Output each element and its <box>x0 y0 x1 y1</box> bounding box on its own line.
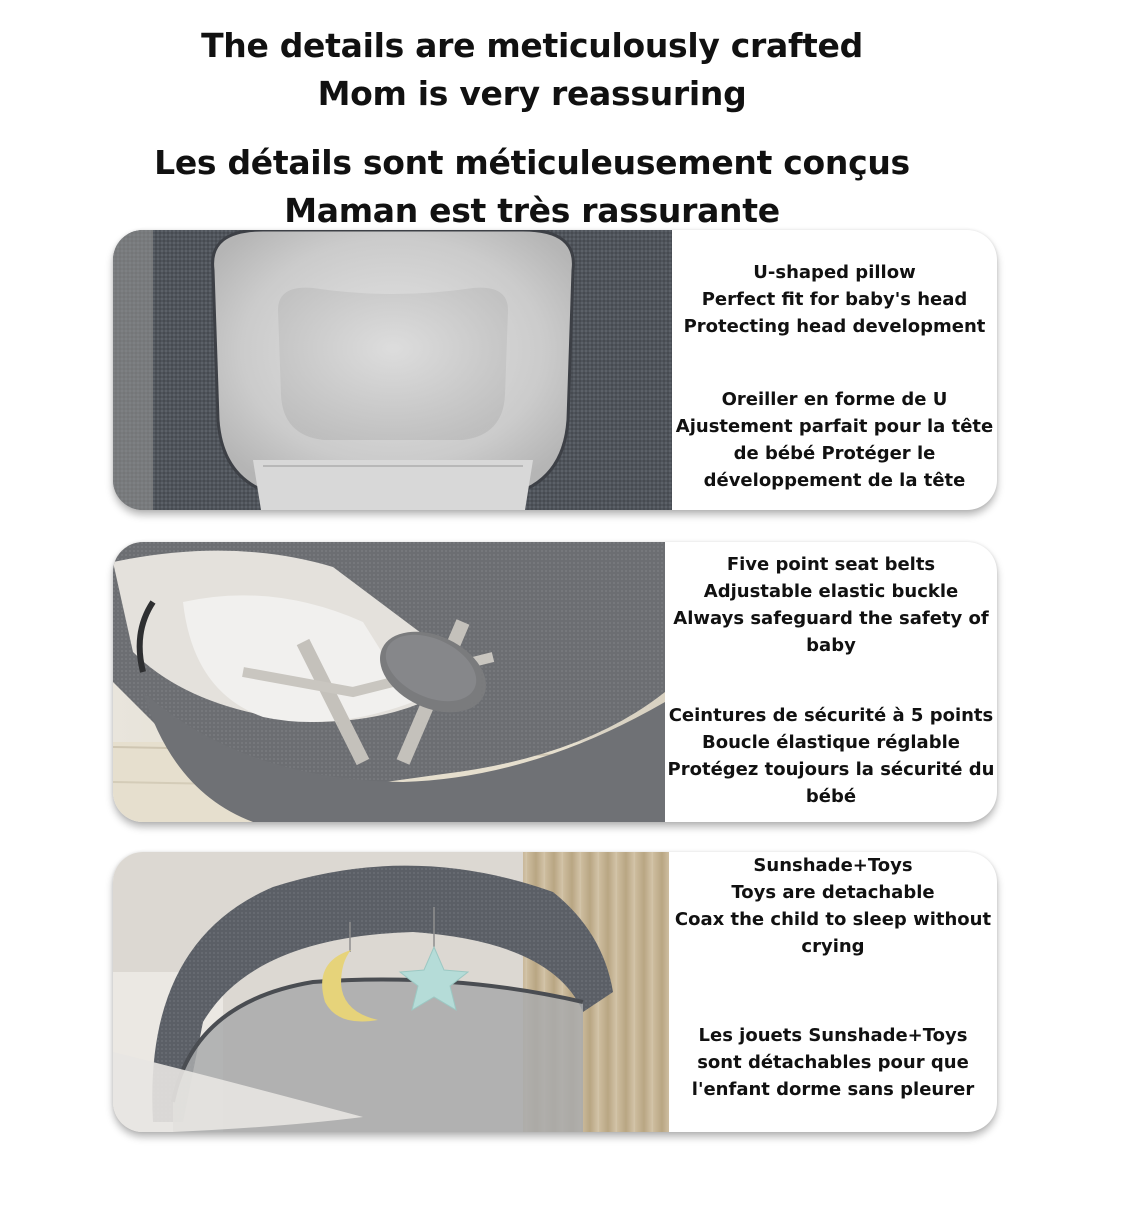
feature-text-line: Toys are detachable <box>731 882 935 903</box>
feature-text-seat-belts <box>665 542 997 822</box>
feature-text-english <box>672 259 997 340</box>
baby-rocker-seat-belt-photo <box>113 542 665 822</box>
feature-text-line: Sunshade+Toys <box>753 855 913 876</box>
feature-text-line: développement de la tête <box>703 470 966 491</box>
feature-text-line: Protecting head development <box>683 316 986 337</box>
feature-text-pillow <box>672 230 997 510</box>
feature-text-line: Boucle élastique réglable <box>702 732 960 753</box>
feature-text-line: Les jouets Sunshade+Toys <box>698 1025 968 1046</box>
feature-text-english <box>669 852 997 960</box>
heading-english-line: Mom is very reassuring <box>317 74 747 113</box>
heading-french-line: Les détails sont méticuleusement conçus <box>154 143 910 182</box>
feature-text-line: l'enfant dorme sans pleurer <box>691 1079 975 1100</box>
feature-text-line: Coax the child to sleep without <box>674 909 992 930</box>
feature-text-line: U-shaped pillow <box>753 262 916 283</box>
feature-text-line: baby <box>806 635 856 656</box>
feature-text-line: Ceintures de sécurité à 5 points <box>668 705 994 726</box>
feature-text-line: Five point seat belts <box>726 554 936 575</box>
heading-english-line: The details are meticulously crafted <box>201 26 863 65</box>
baby-rocker-sunshade-toys-photo <box>113 852 669 1132</box>
heading-french <box>0 139 1064 235</box>
feature-text-french <box>672 386 997 494</box>
feature-card-sunshade <box>113 852 997 1132</box>
feature-text-line: bébé <box>805 786 857 807</box>
feature-text-line: Always safeguard the safety of <box>673 608 989 629</box>
feature-text-line: Oreiller en forme de U <box>721 389 948 410</box>
feature-text-french <box>669 1022 997 1103</box>
heading-french-line: Maman est très rassurante <box>284 191 780 230</box>
feature-text-line: sont détachables pour que <box>697 1052 969 1073</box>
feature-text-french <box>665 702 997 810</box>
heading-english <box>0 22 1064 118</box>
feature-text-sunshade <box>669 852 997 1132</box>
feature-text-english <box>665 551 997 659</box>
feature-text-line: de bébé Protéger le <box>733 443 936 464</box>
feature-text-line: Protégez toujours la sécurité du <box>667 759 995 780</box>
feature-text-line: Ajustement parfait pour la tête <box>675 416 994 437</box>
baby-rocker-u-shaped-pillow-photo <box>113 230 672 510</box>
feature-text-line: Adjustable elastic buckle <box>703 581 959 602</box>
feature-card-pillow <box>113 230 997 510</box>
feature-text-line: Perfect fit for baby's head <box>701 289 968 310</box>
feature-text-line: crying <box>801 936 865 957</box>
feature-card-seat-belts <box>113 542 997 822</box>
